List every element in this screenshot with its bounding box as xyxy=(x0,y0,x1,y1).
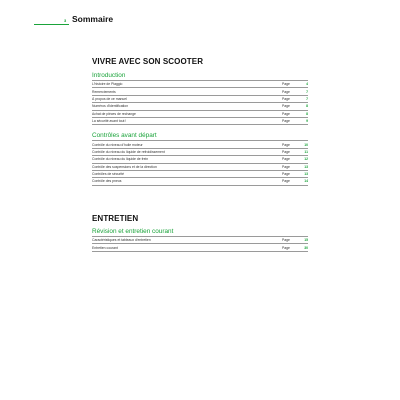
toc-page-label: Page xyxy=(282,96,290,101)
toc-entry: Caractéristiques et tableaux d'entretien xyxy=(92,238,151,243)
toc-page-number: 30 xyxy=(304,245,308,250)
section-title: Contrôles avant départ xyxy=(92,132,157,140)
toc-page-label: Page xyxy=(282,149,290,154)
toc-entry: Contrôles de sécurité xyxy=(92,172,125,177)
toc-entry: Remerciements xyxy=(92,89,116,94)
toc-entry: Entretien courant xyxy=(92,245,118,250)
toc-row[interactable] xyxy=(92,103,308,110)
toc-row[interactable] xyxy=(92,88,308,95)
toc-list xyxy=(92,80,308,125)
chapter-entretien xyxy=(92,214,308,252)
toc-page-number: 8 xyxy=(306,104,308,109)
page-number: 3 xyxy=(64,18,67,23)
toc-entry: À propos de ce manuel xyxy=(92,96,127,101)
chapter-title: ENTRETIEN xyxy=(92,214,139,223)
toc-entry: L'histoire de Piaggio xyxy=(92,82,123,87)
toc-page-label: Page xyxy=(282,142,290,147)
toc-page-number: 10 xyxy=(304,142,308,147)
toc-row[interactable] xyxy=(92,171,308,178)
chapter-title: VIVRE AVEC SON SCOOTER xyxy=(92,57,204,66)
toc-entry: Contrôle du niveau du liquide de frein xyxy=(92,157,149,162)
toc-entry: Numéros d'identification xyxy=(92,104,129,109)
toc-page-number: 9 xyxy=(306,119,308,124)
toc-page-number: 7 xyxy=(306,96,308,101)
toc-page-number: 4 xyxy=(306,82,308,87)
toc-entry: Contrôle du niveau du liquide de refroidissement xyxy=(92,149,165,154)
section-controles-avant-depart xyxy=(92,132,308,185)
toc-row[interactable] xyxy=(92,237,308,244)
section-title: Révision et entretien courant xyxy=(92,228,174,235)
toc-page-label: Page xyxy=(282,89,290,94)
toc-page-label: Page xyxy=(282,245,290,250)
toc-page-number: 7 xyxy=(306,89,308,94)
toc-entry: Contrôle des pneus xyxy=(92,179,122,184)
toc-list xyxy=(92,236,308,252)
toc-row[interactable] xyxy=(92,111,308,118)
toc-page-label: Page xyxy=(282,104,290,109)
toc-entry: Achat de pièces de rechange xyxy=(92,111,136,116)
header-rule xyxy=(34,24,69,25)
toc-page-label: Page xyxy=(282,82,290,87)
toc-page-number: 12 xyxy=(304,157,308,162)
toc-page-number: 8 xyxy=(306,111,308,116)
toc-row[interactable] xyxy=(92,96,308,103)
chapter-vivre-avec-son-scooter xyxy=(92,57,308,186)
section-revision-et-entretien-courant xyxy=(92,228,308,252)
toc-row[interactable] xyxy=(92,149,308,156)
toc-row[interactable] xyxy=(92,81,308,88)
toc-page-label: Page xyxy=(282,111,290,116)
toc-page-label: Page xyxy=(282,179,290,184)
toc-row[interactable] xyxy=(92,178,308,185)
toc-list xyxy=(92,140,308,185)
toc-page-label: Page xyxy=(282,238,290,243)
toc-page-label: Page xyxy=(282,157,290,162)
toc-entry: La sécurité avant tout ! xyxy=(92,119,127,124)
toc-row[interactable] xyxy=(92,164,308,171)
toc-page-number: 15 xyxy=(304,238,308,243)
toc-page-number: 13 xyxy=(304,172,308,177)
toc-row[interactable] xyxy=(92,244,308,251)
toc-entry: Contrôle des suspensions et de la direction xyxy=(92,164,157,169)
toc-row[interactable] xyxy=(92,141,308,148)
toc-page-label: Page xyxy=(282,119,290,124)
toc-entry: Contrôle du niveau d'huile moteur xyxy=(92,142,143,147)
page-title: Sommaire xyxy=(72,14,114,24)
toc-page-number: 13 xyxy=(304,164,308,169)
toc-page-label: Page xyxy=(282,164,290,169)
toc-page-number: 14 xyxy=(304,179,308,184)
section-introduction xyxy=(92,72,308,125)
toc-page-label: Page xyxy=(282,172,290,177)
toc-page-number: 11 xyxy=(304,149,308,154)
toc-row[interactable] xyxy=(92,156,308,163)
section-title: Introduction xyxy=(92,72,126,79)
toc-row[interactable] xyxy=(92,118,308,125)
